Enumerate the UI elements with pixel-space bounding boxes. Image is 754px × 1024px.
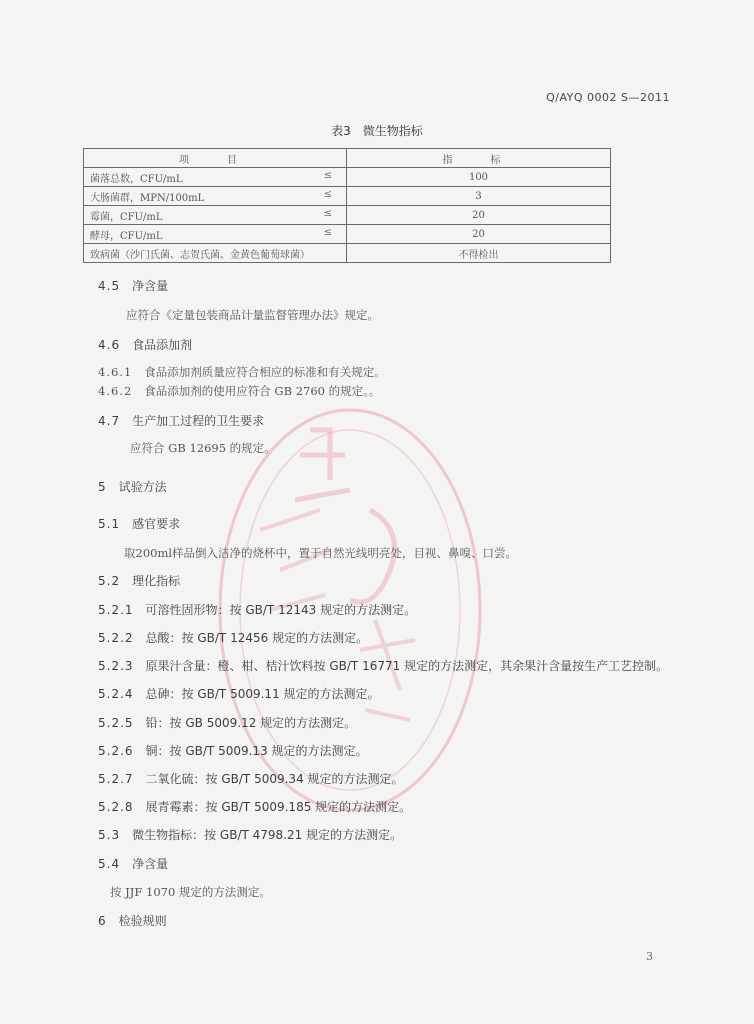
section-heading: 4.7 生产加工过程的卫生要求 bbox=[98, 414, 265, 428]
clause: 5.2.2 总酸：按 GB/T 12456 规定的方法测定。 bbox=[98, 631, 369, 645]
section-heading: 4.6 食品添加剂 bbox=[98, 338, 193, 352]
clause: 5.2.1 可溶性固形物：按 GB/T 12143 规定的方法测定。 bbox=[98, 603, 417, 617]
section-heading: 5.1 感官要求 bbox=[98, 517, 181, 531]
row-item: 菌落总数，CFU/mL bbox=[90, 173, 183, 185]
table-header-row bbox=[84, 149, 611, 168]
le-symbol: ≤ bbox=[323, 208, 332, 219]
table-row bbox=[84, 244, 611, 263]
row-item: 酵母，CFU/mL bbox=[90, 230, 163, 242]
clause: 5.2.3 原果汁含量：橙、柑、桔汁饮料按 GB/T 16771 规定的方法测定，其余果汁含量按生产工艺控制。 bbox=[98, 659, 669, 673]
row-item: 致病菌（沙门氏菌、志贺氏菌、金黄色葡萄球菌） bbox=[90, 249, 310, 261]
row-value: 3 bbox=[347, 187, 611, 206]
paragraph: 按 JJF 1070 规定的方法测定。 bbox=[110, 885, 271, 899]
le-symbol: ≤ bbox=[323, 170, 332, 181]
clause: 5.2.5 铅：按 GB 5009.12 规定的方法测定。 bbox=[98, 716, 357, 730]
table-header-value: 指 标 bbox=[347, 149, 611, 168]
page-number: 3 bbox=[646, 950, 653, 963]
paragraph: 取200ml样品倒入洁净的烧杯中，置于自然光线明亮处，目视、鼻嗅、口尝。 bbox=[124, 546, 518, 560]
row-value: 20 bbox=[347, 225, 611, 244]
le-symbol: ≤ bbox=[323, 227, 332, 238]
section-heading: 4.5 净含量 bbox=[98, 279, 169, 293]
clause: 5.2.6 铜：按 GB/T 5009.13 规定的方法测定。 bbox=[98, 744, 368, 758]
table-title: 表3 微生物指标 bbox=[331, 124, 423, 138]
microbiology-table bbox=[83, 148, 611, 263]
row-item: 霉菌，CFU/mL bbox=[90, 211, 163, 223]
row-value: 100 bbox=[347, 168, 611, 187]
table-row bbox=[84, 187, 611, 206]
row-item: 大肠菌群，MPN/100mL bbox=[90, 192, 205, 204]
clause: 5.2.7 二氧化硫：按 GB/T 5009.34 规定的方法测定。 bbox=[98, 772, 404, 786]
row-value: 不得检出 bbox=[347, 244, 611, 263]
section-heading: 5.4 净含量 bbox=[98, 857, 169, 871]
section-heading: 5.2 理化指标 bbox=[98, 574, 181, 588]
clause: 5.2.8 展青霉素：按 GB/T 5009.185 规定的方法测定。 bbox=[98, 800, 412, 814]
chapter-heading: 6 检验规则 bbox=[98, 914, 167, 928]
document-code: Q/AYQ 0002 S—2011 bbox=[546, 91, 670, 104]
chapter-heading: 5 试验方法 bbox=[98, 480, 167, 494]
paragraph: 应符合 GB 12695 的规定。 bbox=[130, 441, 276, 455]
le-symbol: ≤ bbox=[323, 189, 332, 200]
paragraph: 应符合《定量包装商品计量监督管理办法》规定。 bbox=[126, 308, 379, 322]
row-value: 20 bbox=[347, 206, 611, 225]
clause: 4.6.2 食品添加剂的使用应符合 GB 2760 的规定。。 bbox=[98, 384, 381, 398]
clause: 5.3 微生物指标：按 GB/T 4798.21 规定的方法测定。 bbox=[98, 828, 403, 842]
table-row bbox=[84, 168, 611, 187]
table-header-item: 项 目 bbox=[84, 149, 347, 168]
table-row bbox=[84, 206, 611, 225]
table-row bbox=[84, 225, 611, 244]
clause: 4.6.1 食品添加剂质量应符合相应的标准和有关规定。 bbox=[98, 365, 386, 379]
clause: 5.2.4 总砷：按 GB/T 5009.11 规定的方法测定。 bbox=[98, 687, 380, 701]
